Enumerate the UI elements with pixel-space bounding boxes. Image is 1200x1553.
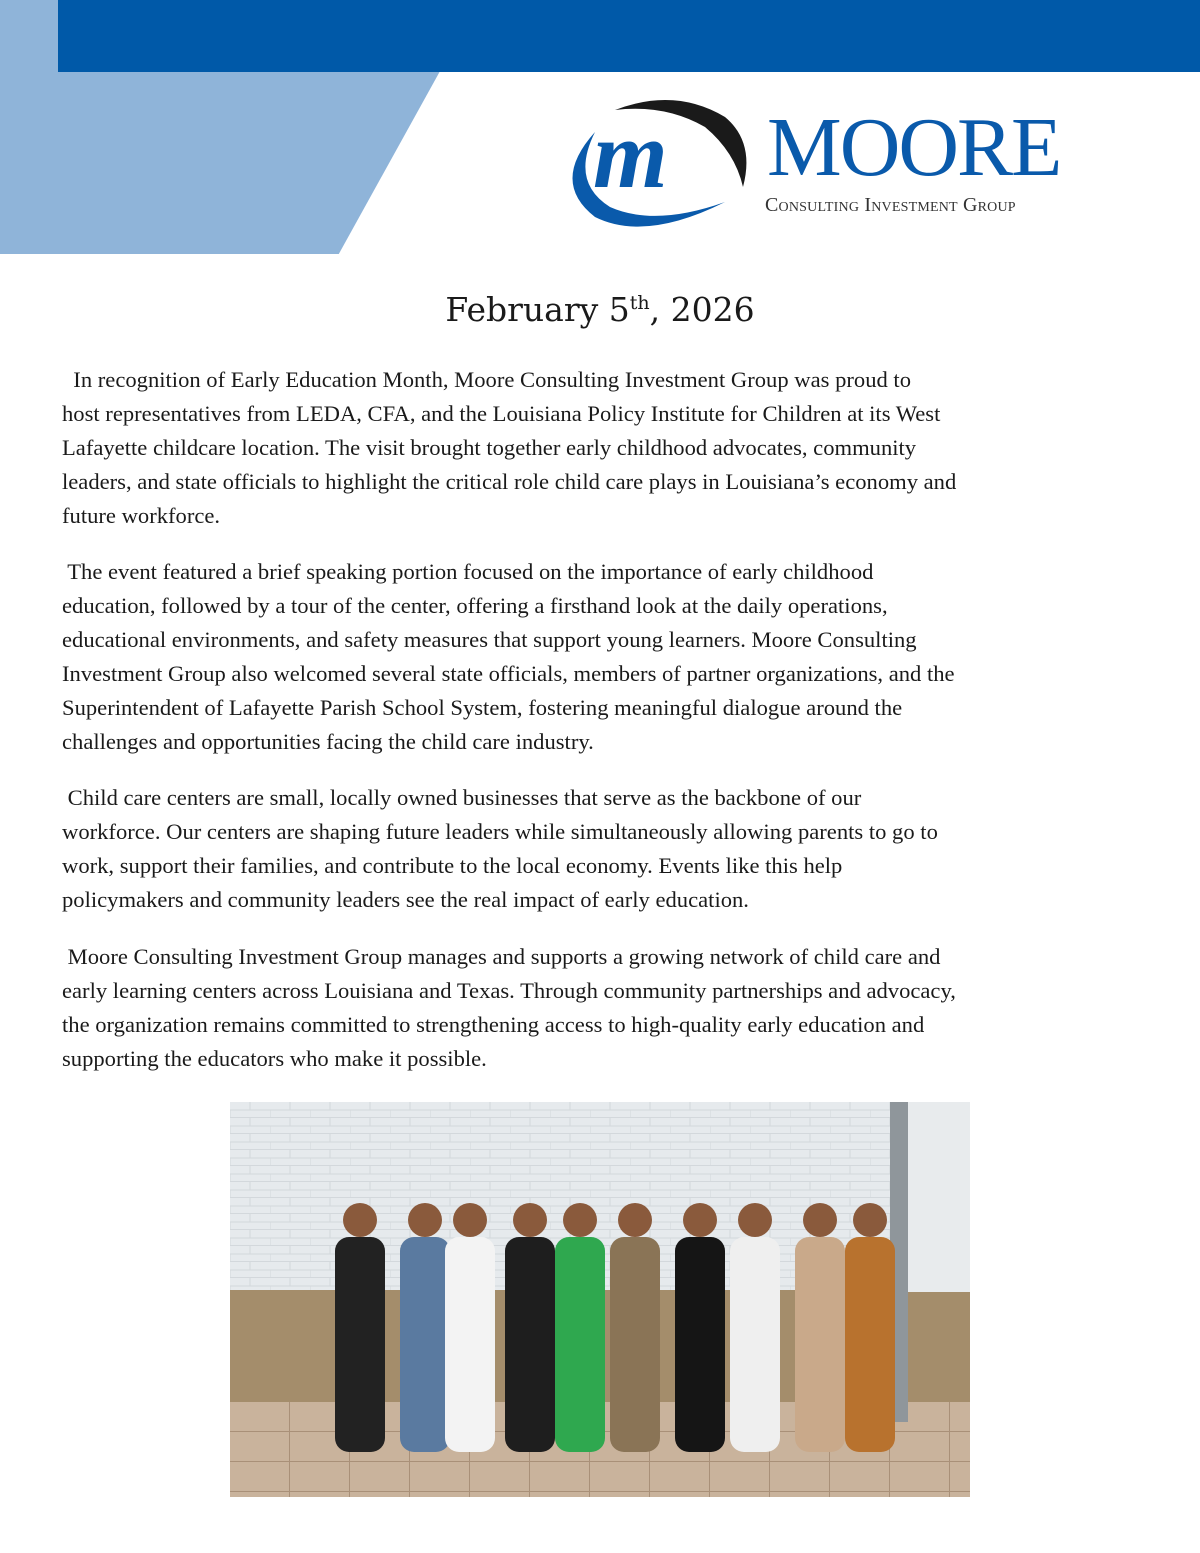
person-head <box>453 1203 487 1237</box>
person-figure <box>845 1237 895 1452</box>
person-figure <box>675 1237 725 1452</box>
company-logo <box>555 92 1095 232</box>
person-figure <box>555 1237 605 1452</box>
person-head <box>803 1203 837 1237</box>
text-line: policymakers and community leaders see the real impact of early education. <box>62 886 749 912</box>
person-head <box>618 1203 652 1237</box>
text-line: host representatives from LEDA, CFA, and the Louisiana Policy Institute for Children at its West <box>62 400 941 426</box>
text-line: work, support their families, and contribute to the local economy. Events like this help <box>62 852 843 878</box>
paragraph-1 <box>62 363 956 533</box>
header-dark-band <box>58 0 1200 72</box>
text-line: supporting the educators who make it possible. <box>62 1045 487 1071</box>
svg-text:m: m <box>593 101 668 208</box>
person-head <box>563 1203 597 1237</box>
date-year: , 2026 <box>649 290 755 329</box>
text-line: challenges and opportunities facing the child care industry. <box>62 728 594 754</box>
text-line: Superintendent of Lafayette Parish School System, fostering meaningful dialogue around the <box>62 694 903 720</box>
text-line: Investment Group also welcomed several state officials, members of partner organizations, and the <box>62 660 955 686</box>
text-line: In recognition of Early Education Month, Moore Consulting Investment Group was proud to <box>62 367 912 392</box>
text-line: educational environments, and safety measures that support young learners. Moore Consulting <box>62 626 917 652</box>
person-head <box>738 1203 772 1237</box>
text-line: Moore Consulting Investment Group manages and supports a growing network of child care and <box>62 944 941 969</box>
person-figure <box>505 1237 555 1452</box>
text-line: The event featured a brief speaking portion focused on the importance of early childhood <box>62 559 874 584</box>
person-head <box>853 1203 887 1237</box>
text-line: the organization remains committed to strengthening access to high-quality early education and <box>62 1011 925 1037</box>
logo-subtitle: Consulting Investment Group <box>765 194 1016 216</box>
date-main: February 5 <box>445 290 630 329</box>
logo-m-emblem-icon <box>555 92 755 232</box>
paragraph-4 <box>62 940 956 1076</box>
person-figure <box>335 1237 385 1452</box>
person-head <box>683 1203 717 1237</box>
person-head <box>343 1203 377 1237</box>
person-figure <box>445 1237 495 1452</box>
text-line: workforce. Our centers are shaping future leaders while simultaneously allowing parents to go to <box>62 818 938 844</box>
paragraph-3 <box>62 781 938 917</box>
document-date <box>0 290 1200 329</box>
text-line: education, followed by a tour of the center, offering a firsthand look at the daily operations, <box>62 592 888 618</box>
person-figure <box>730 1237 780 1452</box>
person-head <box>513 1203 547 1237</box>
person-head <box>408 1203 442 1237</box>
text-line: leaders, and state officials to highlight the critical role child care plays in Louisiana’s economy and <box>62 468 957 494</box>
text-line: Lafayette childcare location. The visit brought together early childhood advocates, community <box>62 434 917 460</box>
date-ordinal: th <box>629 292 650 314</box>
person-figure <box>610 1237 660 1452</box>
text-line: Child care centers are small, locally owned businesses that serve as the backbone of our <box>62 785 862 810</box>
paragraph-2 <box>62 555 955 758</box>
logo-wordmark: MOORE <box>767 101 1061 194</box>
text-line: future workforce. <box>62 502 221 528</box>
person-figure <box>795 1237 845 1452</box>
person-figure <box>400 1237 450 1452</box>
text-line: early learning centers across Louisiana and Texas. Through community partnerships and advocacy, <box>62 977 956 1003</box>
group-photo <box>230 1102 970 1497</box>
